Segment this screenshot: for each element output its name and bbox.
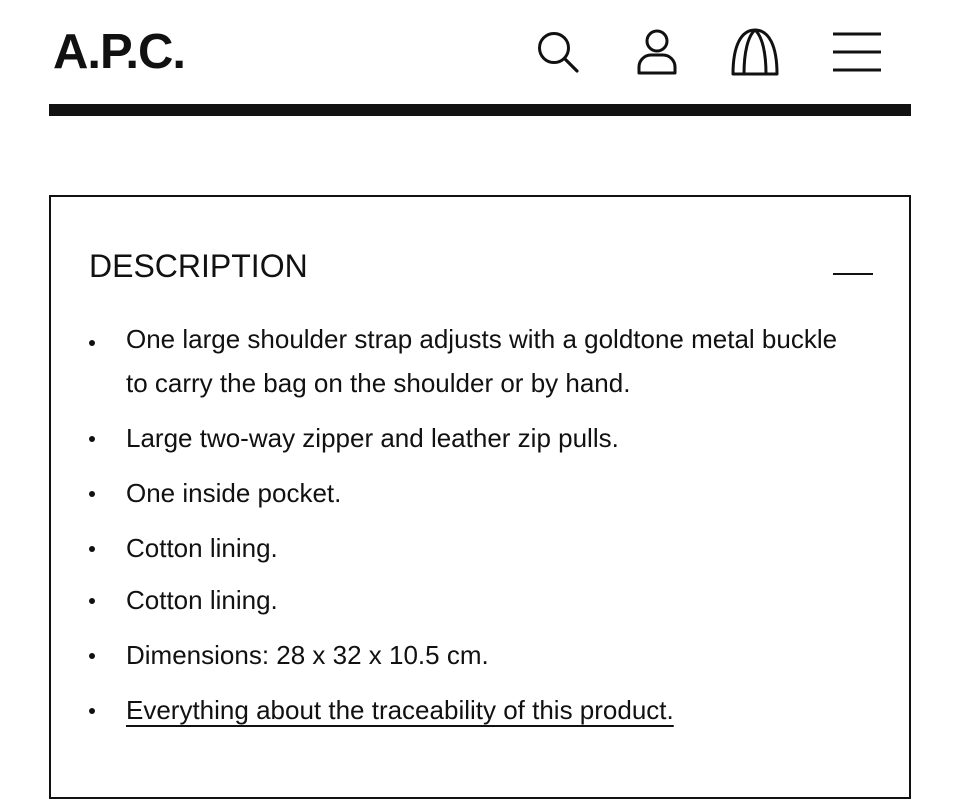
- site-header: [0, 0, 960, 118]
- bullet-icon: [89, 436, 95, 442]
- list-item-text: Dimensions: 28 x 32 x 10.5 cm.: [126, 640, 489, 670]
- account-icon: [635, 27, 679, 77]
- list-item-text: Large two-way zipper and leather zip pulls.: [126, 423, 619, 453]
- list-item-text: Cotton lining.: [126, 533, 278, 563]
- description-title: DESCRIPTION: [89, 248, 308, 284]
- account-button[interactable]: [629, 24, 685, 80]
- bullet-icon: [89, 653, 95, 659]
- bag-icon: [729, 26, 781, 78]
- bullet-icon: [89, 546, 95, 552]
- list-item-text: One large shoulder strap adjusts with a goldtone metal buckle to carry the bag on the shoulder or by hand.: [126, 324, 838, 398]
- description-accordion-header[interactable]: [51, 197, 909, 327]
- menu-icon: [831, 29, 883, 75]
- list-item-text: One inside pocket.: [126, 478, 342, 508]
- menu-button[interactable]: [829, 24, 885, 80]
- bag-button[interactable]: [727, 24, 783, 80]
- search-icon: [533, 27, 583, 77]
- header-divider: [49, 104, 911, 116]
- brand-logo[interactable]: A.P.C.: [53, 25, 185, 79]
- traceability-link[interactable]: Everything about the traceability of this product.: [126, 695, 674, 725]
- list-item-text: Cotton lining.: [126, 585, 278, 615]
- bullet-icon: [89, 708, 95, 714]
- bullet-icon: [89, 491, 95, 497]
- description-accordion: [49, 195, 911, 799]
- minus-icon[interactable]: [831, 263, 875, 283]
- search-button[interactable]: [530, 24, 586, 80]
- bullet-icon: [89, 598, 95, 604]
- list-item-text: [126, 688, 846, 732]
- bullet-icon: [89, 340, 95, 346]
